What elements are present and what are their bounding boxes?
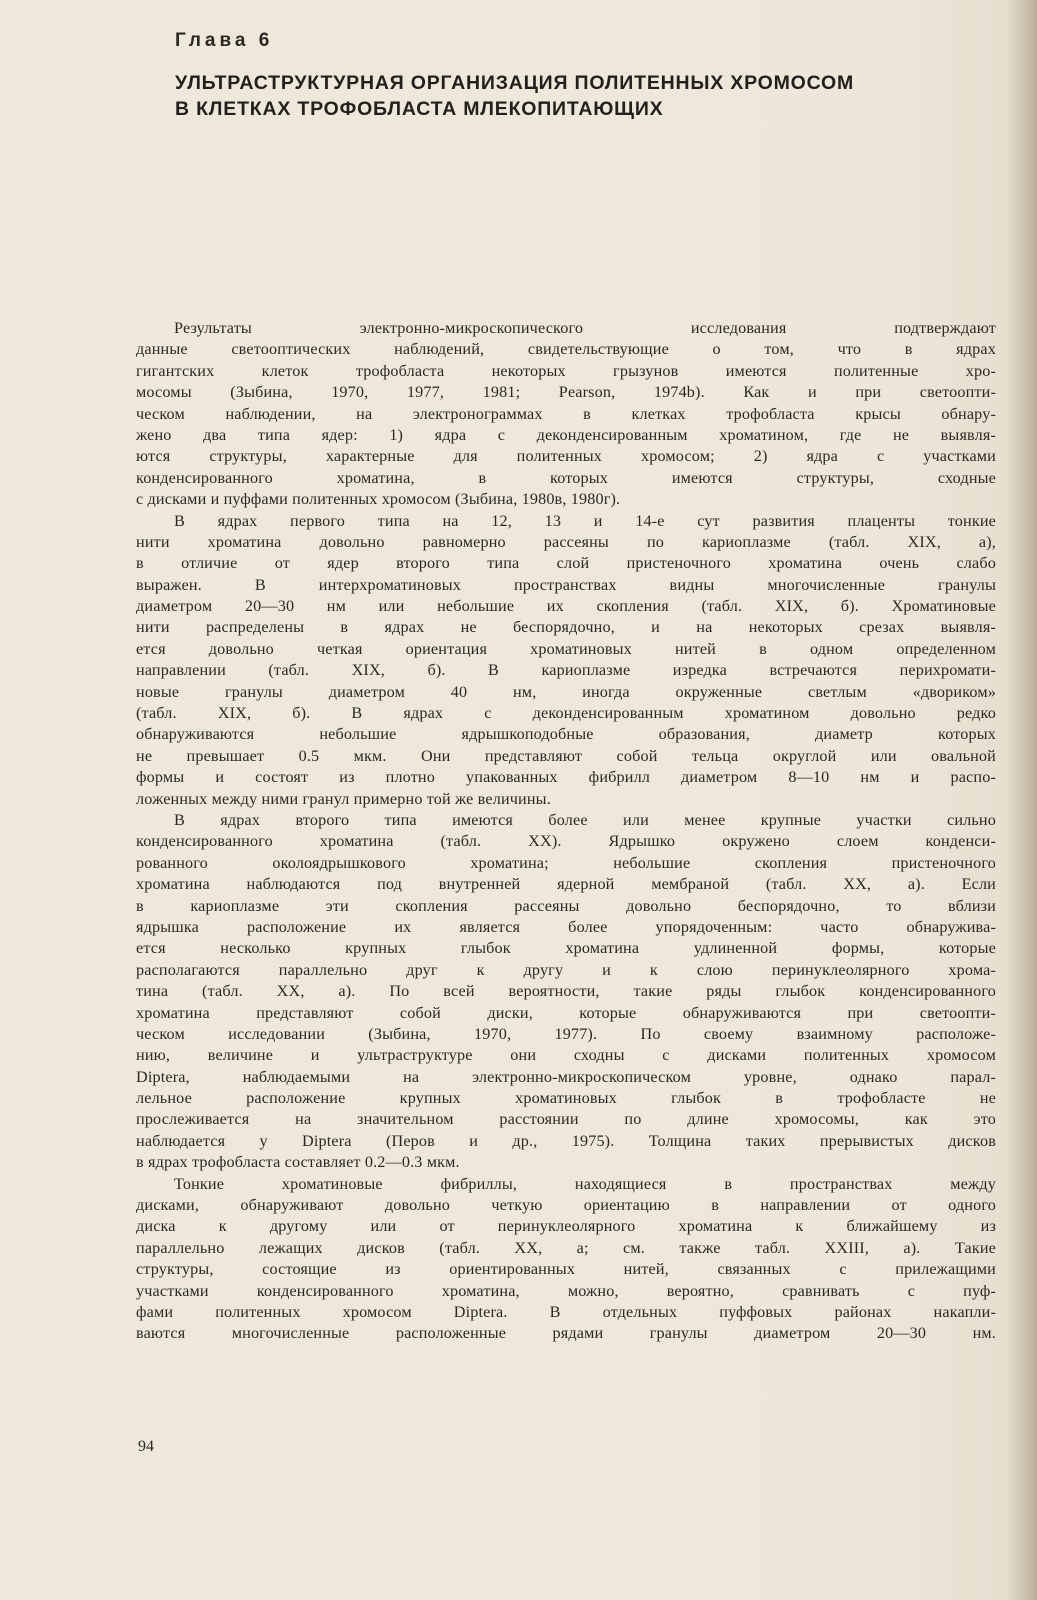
text-line: формы и состоят из плотно упакованных фибрилл диаметром 8—10 нм и распо- — [136, 768, 996, 787]
text-line: наблюдается у Diptera (Перов и др., 1975). Толщина таких прерывистых дисков — [136, 1131, 996, 1150]
text-line: с дисками и пуффами политенных хромосом (Зыбина, 1980в, 1980г). — [136, 490, 621, 509]
text-line: в отличие от ядер второго типа слой пристеночного хроматина очень слабо — [136, 554, 996, 573]
text-line: в кариоплазме эти скопления рассеяны довольно беспорядочно, то вблизи — [136, 896, 996, 915]
text-line: нити распределены в ядрах не беспорядочно, и на некоторых срезах выявля- — [136, 618, 996, 637]
text-line: ложенных между ними гранул примерно той же величины. — [136, 789, 551, 808]
text-line: рованного околоядрышкового хроматина; небольшие скопления пристеночного — [136, 853, 996, 872]
text-line: лельное расположение крупных хроматиновых глыбок в трофобласте не — [136, 1089, 996, 1108]
text-line: фами политенных хромосом Diptera. В отдельных пуффовых районах накапли- — [136, 1302, 996, 1321]
text-line: конденсированного хроматина (табл. XX). Ядрышко окружено слоем конденси- — [136, 832, 996, 851]
text-line: нити хроматина довольно равномерно рассеяны по кариоплазме (табл. XIX, а), — [136, 532, 996, 551]
text-line: В ядрах второго типа имеются более или менее крупные участки сильно — [174, 810, 996, 829]
text-line: направлении (табл. XIX, б). В кариоплазме изредка встречаются перихромати- — [136, 661, 996, 680]
text-line: мосомы (Зыбина, 1970, 1977, 1981; Pearson, 1974b). Как и при светоопти- — [136, 383, 996, 402]
text-line: участками конденсированного хроматина, можно, вероятно, сравнивать с пуф- — [136, 1281, 996, 1300]
text-line: располагаются параллельно друг к другу и к слою перинуклеолярного хрома- — [136, 960, 996, 979]
text-line: ется довольно четкая ориентация хроматиновых нитей в одном определенном — [136, 639, 996, 658]
text-line: структуры, состоящие из ориентированных нитей, связанных с прилежащими — [136, 1260, 996, 1279]
page-number: 94 — [138, 1438, 154, 1455]
text-line: Diptera, наблюдаемыми на электронно-микроскопическом уровне, однако парал- — [136, 1067, 996, 1086]
text-line: ваются многочисленные расположенные рядами гранулы диаметром 20—30 нм. — [136, 1324, 996, 1343]
chapter-title — [175, 70, 995, 122]
text-line: Результаты электронно-микроскопического исследования подтверждают — [174, 319, 996, 337]
text-line: диаметром 20—30 нм или небольшие их скопления (табл. XIX, б). Хроматиновые — [136, 597, 996, 616]
text-line: В ядрах первого типа на 12, 13 и 14-е сут развития плаценты тонкие — [174, 511, 996, 530]
text-line: ядрышка расположение их является более упорядоченным: часто обнаружива- — [136, 917, 996, 936]
text-line: хроматина представляют собой диски, которые обнаруживаются при светоопти- — [136, 1003, 996, 1022]
chapter-title-line: В КЛЕТКАХ ТРОФОБЛАСТА МЛЕКОПИТАЮЩИХ — [175, 98, 664, 120]
body-text — [136, 318, 996, 1345]
text-line: ческом наблюдении, на электронограммах в клетках трофобласта крысы обнару- — [136, 404, 996, 423]
chapter-title-line: УЛЬТРАСТРУКТУРНАЯ ОРГАНИЗАЦИЯ ПОЛИТЕННЫХ ХРОМОСОМ — [175, 72, 855, 94]
text-line: Тонкие хроматиновые фибриллы, находящиеся в пространствах между — [174, 1174, 996, 1193]
text-line: данные светооптических наблюдений, свидетельствующие о том, что в ядрах — [136, 340, 996, 359]
text-line: диска к другому или от перинуклеолярного хроматина к ближайшему из — [136, 1217, 996, 1236]
text-line: гигантских клеток трофобласта некоторых грызунов имеются политенные хро- — [136, 361, 996, 380]
text-line: ется несколько крупных глыбок хроматина удлиненной формы, которые — [136, 939, 996, 958]
text-line: дисками, обнаруживают довольно четкую ориентацию в направлении от одного — [136, 1196, 996, 1215]
text-line: прослеживается на значительном расстоянии по длине хромосомы, как это — [136, 1110, 996, 1129]
text-line: ются структуры, характерные для политенных хромосом; 2) ядра с участками — [136, 447, 996, 466]
text-line: конденсированного хроматина, в которых имеются структуры, сходные — [136, 468, 996, 487]
text-line: хроматина наблюдаются под внутренней ядерной мембраной (табл. XX, а). Если — [136, 875, 996, 894]
chapter-label: Глава 6 — [175, 30, 274, 51]
text-line: новые гранулы диаметром 40 нм, иногда окруженные светлым «двориком» — [136, 682, 996, 701]
text-line: не превышает 0.5 мкм. Они представляют собой тельца округлой или овальной — [136, 746, 996, 765]
text-line: обнаруживаются небольшие ядрышкоподобные образования, диаметр которых — [136, 725, 996, 744]
text-line: тина (табл. XX, а). По всей вероятности, такие ряды глыбок конденсированного — [136, 982, 996, 1001]
text-line: (табл. XIX, б). В ядрах с деконденсированным хроматином довольно редко — [136, 704, 996, 723]
text-line: выражен. В интерхроматиновых пространствах видны многочисленные гранулы — [136, 575, 996, 594]
text-line: ческом исследовании (Зыбина, 1970, 1977). По своему взаимному расположе- — [136, 1024, 996, 1043]
text-line: нию, величине и ультраструктуре они сходны с дисками политенных хромосом — [136, 1046, 996, 1065]
text-line: параллельно лежащих дисков (табл. XX, а; см. также табл. XXIII, а). Такие — [136, 1238, 996, 1257]
text-line: жено два типа ядер: 1) ядра с деконденсированным хроматином, где не выявля- — [136, 425, 996, 444]
text-line: в ядрах трофобласта составляет 0.2—0.3 мкм. — [136, 1153, 460, 1172]
